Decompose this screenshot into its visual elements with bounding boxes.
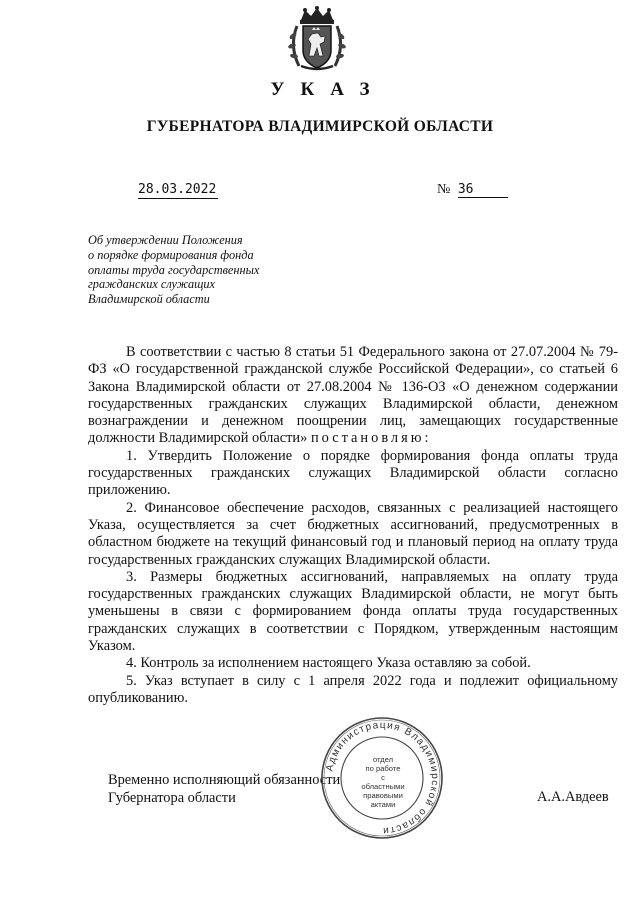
stamp-line: по работе <box>365 764 401 773</box>
decree-number: 36 <box>458 182 508 198</box>
decree-number-field <box>437 182 508 198</box>
vladimir-coat-of-arms-icon <box>287 6 347 72</box>
subject-line: о порядке формирования фонда <box>88 247 254 262</box>
stamp-ring-text: Администрация Владимирской области <box>324 719 441 837</box>
clause-paragraph: 2. Финансовое обеспечение расходов, связанных с реализацией настоящего Указа, осуществляется за счет бюджетных ассигнований, предусмотренных в областном бюджете на текущий финансовый год и плановый период на оплату труда государственных гражданских служащих Владимирской области. <box>88 499 618 568</box>
decree-date: 28.03.2022 <box>138 182 217 197</box>
stamp-center-text <box>360 755 406 809</box>
stamp-line: отдел <box>372 755 394 764</box>
document-type: УКАЗ <box>270 79 386 100</box>
preamble-paragraph <box>88 344 618 448</box>
subject-line: оплаты труда государственных <box>88 262 260 277</box>
subject-line: Владимирской области <box>88 292 210 307</box>
clause-paragraph: 4. Контроль за исполнением настоящего Указа оставляю за собой. <box>126 655 531 672</box>
decree-body <box>88 344 618 707</box>
clause-paragraph: 1. Утвердить Положение о порядке формирования фонда оплаты труда государственных гражданских служащих Владимирской области согласно приложению. <box>88 447 618 499</box>
clause-paragraph: 5. Указ вступает в силу с 1 апреля 2022 года и подлежит официальному опубликованию. <box>88 672 618 706</box>
decree-word: постановляю: <box>310 430 432 447</box>
decree-subject <box>88 233 328 307</box>
position-line: Губернатора области <box>108 789 236 806</box>
stamp-line: правовыми <box>363 791 403 800</box>
clause-paragraph: 3. Размеры бюджетных ассигнований, направляемых на оплату труда государственных гражданских служащих Владимирской области, не могут быть уменьшены в связи с формированием фонда оплаты труда государственных гражданских служащих в соответствии с Порядком, утвержденным настоящим Указом. <box>88 568 618 655</box>
issuer-title: ГУБЕРНАТОРА ВЛАДИМИРСКОЙ ОБЛАСТИ <box>146 118 494 135</box>
signatory-name: А.А.Авдеев <box>537 789 609 805</box>
number-label: № <box>437 182 451 197</box>
subject-line: гражданских служащих <box>88 277 216 292</box>
preamble-text: В соответствии с частью 8 статьи 51 Федерального закона от 27.07.2004 № 79-ФЗ «О государственной гражданской службе Российской Федерации», со статьей 6 Закона Владимирской области от 27.08.2004 № 136-ОЗ «О денежном содержании государственных гражданских служащих Владимирской области, денежном вознаграждении и денежном поощрении лиц, замещающих государственные должности Владимирской области» <box>88 344 618 447</box>
stamp-line: с областными <box>361 773 405 791</box>
subject-line: Об утверждении Положения <box>88 233 243 247</box>
signatory-position <box>108 772 340 807</box>
position-line: Временно исполняющий обязанности <box>108 772 341 788</box>
stamp-line: актами <box>370 800 396 809</box>
